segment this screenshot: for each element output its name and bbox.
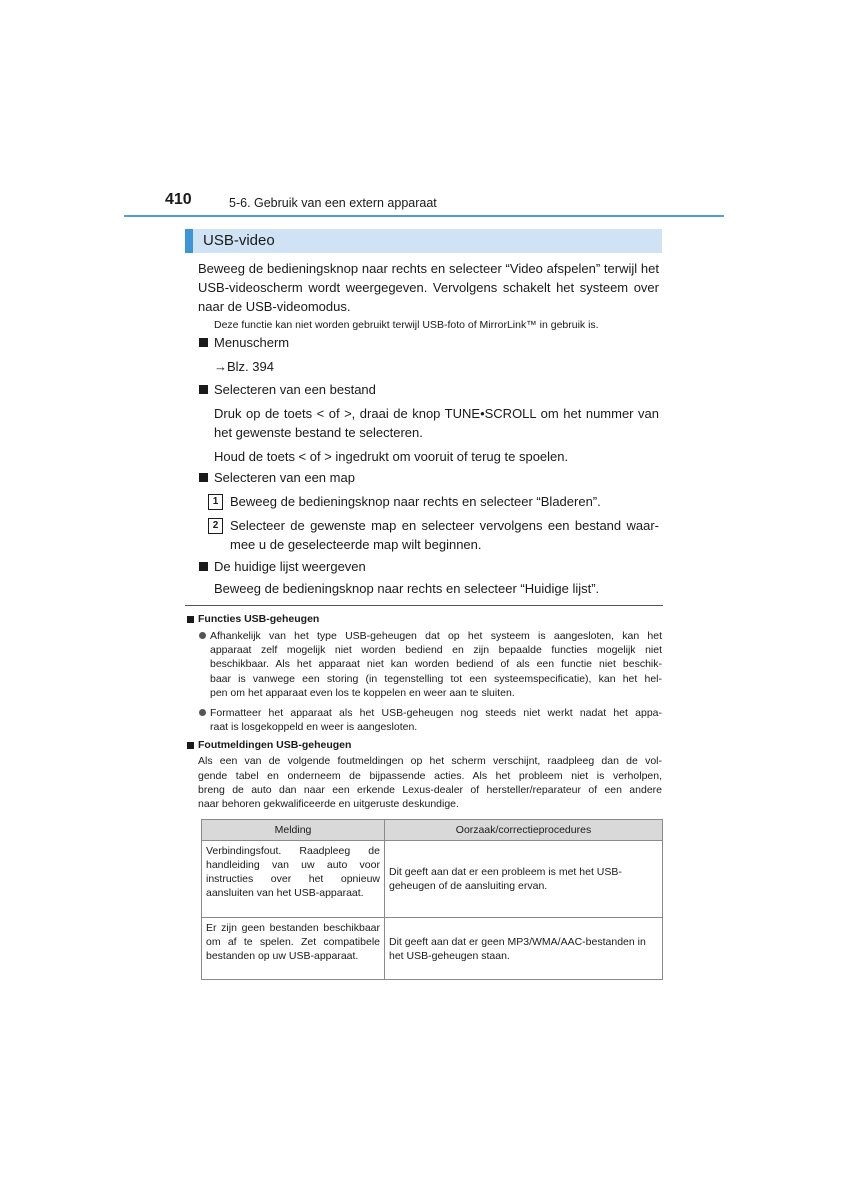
heading-square-icon bbox=[199, 562, 208, 571]
usb-functions-heading: Functies USB-geheugen bbox=[198, 613, 320, 625]
intro-line-2: USB-videoscherm wordt weergegeven. Vervolgens schakelt het systeem over bbox=[198, 280, 659, 295]
table-row bbox=[202, 918, 663, 980]
table-header-row bbox=[202, 820, 663, 841]
step-number-box: 1 bbox=[208, 494, 223, 510]
usb-errors-heading: Foutmeldingen USB-geheugen bbox=[198, 739, 352, 751]
heading-square-icon bbox=[199, 385, 208, 394]
table-row bbox=[202, 841, 663, 918]
usb-errors-intro-line-1: Als een van de volgende foutmeldingen op het scherm verschijnt, raadpleeg dan de vol- bbox=[198, 755, 662, 767]
table-cell-cause: Dit geeft aan dat er een probleem is met het USB-geheugen of de aansluiting ervan. bbox=[385, 841, 663, 918]
table-cell-message: Er zijn geen bestanden beschikbaar om af te spelen. Zet compatibele bestanden op uw USB-apparaat. bbox=[202, 918, 385, 980]
usb-functions-bullet-2-line-1: Formatteer het apparaat als het USB-geheugen nog steeds niet werkt nadat het appa- bbox=[210, 707, 662, 719]
table-header-cause: Oorzaak/correctieprocedures bbox=[385, 820, 663, 841]
section-title: USB-video bbox=[203, 232, 275, 249]
select-map-heading: Selecteren van een map bbox=[214, 470, 355, 485]
usb-functions-bullet-1-line-3: beschikbaar. Als het apparaat niet kan worden bediend of als een functie niet beschik- bbox=[210, 658, 662, 670]
heading-square-icon bbox=[199, 473, 208, 482]
usb-functions-bullet-1-line-5: pen om het apparaat even los te koppelen en weer aan te sluiten. bbox=[210, 687, 515, 699]
heading-square-icon bbox=[187, 616, 194, 623]
table-cell-message: Verbindingsfout. Raadpleeg de handleiding van uw auto voor instructies over het opnieuw aansluiten van het USB-apparaat. bbox=[202, 841, 385, 918]
intro-line-3: naar de USB-videomodus. bbox=[198, 299, 351, 314]
bullet-dot-icon bbox=[199, 632, 206, 639]
section-divider bbox=[185, 605, 663, 606]
usb-errors-intro-line-2: gende tabel en onderneem de bijpassende acties. Als het probleem niet is verholpen, bbox=[198, 770, 662, 782]
usb-errors-intro-line-4: naar behoren gekwalificeerde en uitgeruste deskundige. bbox=[198, 798, 459, 810]
usage-note: Deze functie kan niet worden gebruikt terwijl USB-foto of MirrorLink™ in gebruik is. bbox=[214, 319, 599, 331]
chapter-title: 5-6. Gebruik van een extern apparaat bbox=[229, 196, 437, 210]
heading-square-icon bbox=[199, 338, 208, 347]
step-2-line-2: mee u de geselecteerde map wilt beginnen. bbox=[230, 537, 482, 552]
error-message-table bbox=[201, 819, 663, 980]
usb-functions-bullet-1-line-2: apparaat zelf mogelijk niet worden bediend en zijn bepaalde functies mogelijk niet bbox=[210, 644, 662, 656]
hold-instruction: Houd de toets < of > ingedrukt om vooruit of terug te spoelen. bbox=[214, 449, 569, 464]
step-1-text: Beweeg de bedieningsknop naar rechts en selecteer “Bladeren”. bbox=[230, 494, 601, 509]
current-list-heading: De huidige lijst weergeven bbox=[214, 559, 366, 574]
usb-functions-bullet-1-line-4: baar is vanwege een storing (in tegenstelling tot een systeemspecificatie), kan het hel- bbox=[210, 673, 662, 685]
usb-errors-intro-line-3: breng de auto dan naar een erkende Lexus-dealer of hersteller/reparateur of een andere bbox=[198, 784, 662, 796]
page-reference: →Blz. 394 bbox=[214, 359, 274, 374]
usb-functions-bullet-2-line-2: raat is losgekoppeld en weer is aangesloten. bbox=[210, 721, 418, 733]
select-file-line-2: het gewenste bestand te selecteren. bbox=[214, 425, 423, 440]
section-title-bar bbox=[185, 229, 662, 253]
select-file-line-1: Druk op de toets < of >, draai de knop TUNE•SCROLL om het nummer van bbox=[214, 406, 659, 421]
page-number: 410 bbox=[165, 191, 192, 208]
table-header-message: Melding bbox=[202, 820, 385, 841]
select-file-heading: Selecteren van een bestand bbox=[214, 382, 376, 397]
header-rule bbox=[124, 215, 724, 217]
step-2-line-1: Selecteer de gewenste map en selecteer vervolgens een bestand waar- bbox=[230, 518, 659, 533]
step-number-box: 2 bbox=[208, 518, 223, 534]
table-cell-cause: Dit geeft aan dat er geen MP3/WMA/AAC-bestanden in het USB-geheugen staan. bbox=[385, 918, 663, 980]
menu-heading: Menuscherm bbox=[214, 335, 290, 350]
current-list-text: Beweeg de bedieningsknop naar rechts en selecteer “Huidige lijst”. bbox=[214, 581, 600, 596]
usb-functions-bullet-1-line-1: Afhankelijk van het type USB-geheugen dat op het systeem is aangesloten, kan het bbox=[210, 630, 662, 642]
bullet-dot-icon bbox=[199, 709, 206, 716]
intro-line-1: Beweeg de bedieningsknop naar rechts en selecteer “Video afspelen” terwijl het bbox=[198, 261, 659, 276]
heading-square-icon bbox=[187, 742, 194, 749]
